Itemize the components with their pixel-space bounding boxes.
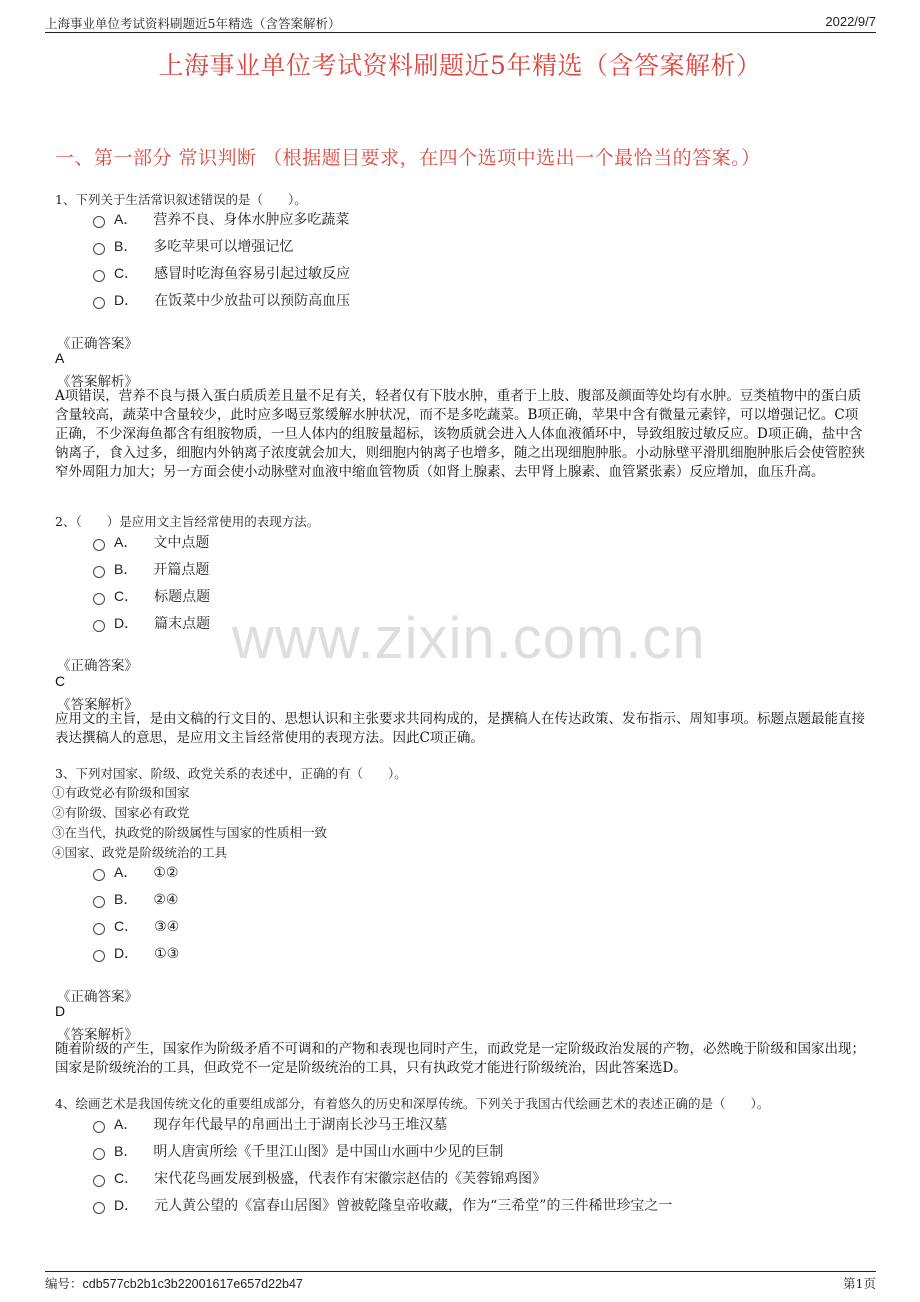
correct-answer-label: 《正确答案》 xyxy=(57,658,138,674)
radio-icon[interactable] xyxy=(93,539,105,551)
question-3-option-a[interactable]: A． ①② xyxy=(93,862,178,882)
radio-icon[interactable] xyxy=(93,593,105,605)
question-2-option-d[interactable]: D． 篇末点题 xyxy=(93,613,210,633)
question-3-statement-2: ②有阶级、国家必有政党 xyxy=(52,805,190,820)
question-2-option-b[interactable]: B． 开篇点题 xyxy=(93,559,209,579)
question-3-analysis: 随着阶级的产生，国家作为阶级矛盾不可调和的产物和表现也同时产生，而政党是一定阶级政治发展的产物，必然晚于阶级和国家出现；国家是阶级统治的工具，但政党不一定是阶级统治的工具，只有执政党才能进行阶级统治，因此答案选D。 xyxy=(55,1041,865,1076)
radio-icon[interactable] xyxy=(93,1202,105,1214)
question-2-stem: 2、（ ）是应用文主旨经常使用的表现方法。 xyxy=(55,514,320,529)
radio-icon[interactable] xyxy=(93,950,105,962)
question-3-stem: 3、下列对国家、阶级、政党关系的表述中，正确的有（ ）。 xyxy=(55,766,407,781)
question-3-statement-3: ③在当代，执政党的阶级属性与国家的性质相一致 xyxy=(52,825,328,840)
radio-icon[interactable] xyxy=(93,1121,105,1133)
question-3-option-b[interactable]: B． ②④ xyxy=(93,889,178,909)
question-3-answer: D xyxy=(55,1003,66,1019)
analysis-label: 《答案解析》 xyxy=(57,374,138,390)
radio-icon[interactable] xyxy=(93,566,105,578)
footer-code: cdb577cb2b1c3b22001617e657d22b47 xyxy=(82,1277,303,1291)
question-2-option-c[interactable]: C． 标题点题 xyxy=(93,586,210,606)
question-1-option-c[interactable]: C． 感冒时吃海鱼容易引起过敏反应 xyxy=(93,263,350,283)
section-heading: 一、第一部分 常识判断 （根据题目要求，在四个选项中选出一个最恰当的答案。） xyxy=(55,147,761,169)
radio-icon[interactable] xyxy=(93,923,105,935)
question-4-stem: 4、绘画艺术是我国传统文化的重要组成部分，有着悠久的历史和深厚传统。下列关于我国古代绘画艺术的表述正确的是（ ）。 xyxy=(55,1096,770,1111)
question-3-option-d[interactable]: D． ①③ xyxy=(93,943,179,963)
question-4-option-d[interactable]: D． 元人黄公望的《富春山居图》曾被乾隆皇帝收藏，作为“三希堂”的三件稀世珍宝之一 xyxy=(93,1195,672,1215)
question-1-option-b[interactable]: B． 多吃苹果可以增强记忆 xyxy=(93,236,293,256)
question-2-analysis: 应用文的主旨，是由文稿的行文目的、思想认识和主张要求共同构成的，是撰稿人在传达政策、发布指示、周知事项。标题点题最能直接表达撰稿人的意思，是应用文主旨经常使用的表现方法。因此C项正确。 xyxy=(55,711,865,746)
header-doc-title: 上海事业单位考试资料刷题近5年精选（含答案解析） xyxy=(45,16,341,31)
radio-icon[interactable] xyxy=(93,270,105,282)
analysis-label: 《答案解析》 xyxy=(57,697,138,713)
radio-icon[interactable] xyxy=(93,869,105,881)
question-1-option-a[interactable]: A． 营养不良、身体水肿应多吃蔬菜 xyxy=(93,209,349,229)
radio-icon[interactable] xyxy=(93,297,105,309)
question-2-option-a[interactable]: A． 文中点题 xyxy=(93,532,209,552)
radio-icon[interactable] xyxy=(93,896,105,908)
footer-id: 编号：cdb577cb2b1c3b22001617e657d22b47 xyxy=(45,1276,303,1291)
question-4-option-c[interactable]: C． 宋代花鸟画发展到极盛，代表作有宋徽宗赵佶的《芙蓉锦鸡图》 xyxy=(93,1168,546,1188)
question-1-analysis: A项错误，营养不良与摄入蛋白质质差且量不足有关，轻者仅有下肢水肿，重者于上肢、腹部及颜面等处均有水肿。豆类植物中的蛋白质含量较高，蔬菜中含量较少，此时应多喝豆浆缓解水肿状况，而不是多吃蔬菜。B项正确，苹果中含有微量元素锌，可以增强记忆。C项正确，不少深海鱼都含有组胺物质，一旦人体内的组胺量超标，该物质就会进入人体血液循环中，导致组胺过敏反应。D项正确，盐中含钠离子，食入过多，细胞内外钠离子浓度就会加大，则细胞内钠离子也增多，随之出现细胞肿胀。小动脉壁平滑肌细胞肿胀后会使管腔狭窄外周阻力加大；另一方面会使小动脉壁对血液中缩血管物质（如肾上腺素、去甲肾上腺素、血管紧张素）反应增加，血压升高。 xyxy=(55,388,865,480)
question-4-option-a[interactable]: A． 现存年代最早的帛画出土于湖南长沙马王堆汉墓 xyxy=(93,1114,447,1134)
radio-icon[interactable] xyxy=(93,1148,105,1160)
page-title: 上海事业单位考试资料刷题近5年精选（含答案解析） xyxy=(158,51,762,80)
question-3-statement-4: ④国家、政党是阶级统治的工具 xyxy=(52,845,228,860)
radio-icon[interactable] xyxy=(93,216,105,228)
question-3-statement-1: ①有政党必有阶级和国家 xyxy=(52,785,190,800)
page-footer xyxy=(45,1271,876,1292)
page-header xyxy=(45,14,876,33)
question-2-answer: C xyxy=(55,673,66,689)
question-1-stem: 1、下列关于生活常识叙述错误的是（ ）。 xyxy=(55,192,307,207)
correct-answer-label: 《正确答案》 xyxy=(57,989,138,1005)
analysis-label: 《答案解析》 xyxy=(57,1027,138,1043)
footer-page-number: 第1页 xyxy=(843,1276,876,1291)
watermark: www.zixin.com.cn xyxy=(232,606,706,671)
question-3-option-c[interactable]: C． ③④ xyxy=(93,916,179,936)
correct-answer-label: 《正确答案》 xyxy=(57,336,138,352)
question-1-answer: A xyxy=(55,350,65,366)
header-date: 2022/9/7 xyxy=(825,14,876,29)
radio-icon[interactable] xyxy=(93,620,105,632)
radio-icon[interactable] xyxy=(93,1175,105,1187)
question-1-option-d[interactable]: D． 在饭菜中少放盐可以预防高血压 xyxy=(93,290,350,310)
radio-icon[interactable] xyxy=(93,243,105,255)
question-4-option-b[interactable]: B． 明人唐寅所绘《千里江山图》是中国山水画中少见的巨制 xyxy=(93,1141,503,1161)
